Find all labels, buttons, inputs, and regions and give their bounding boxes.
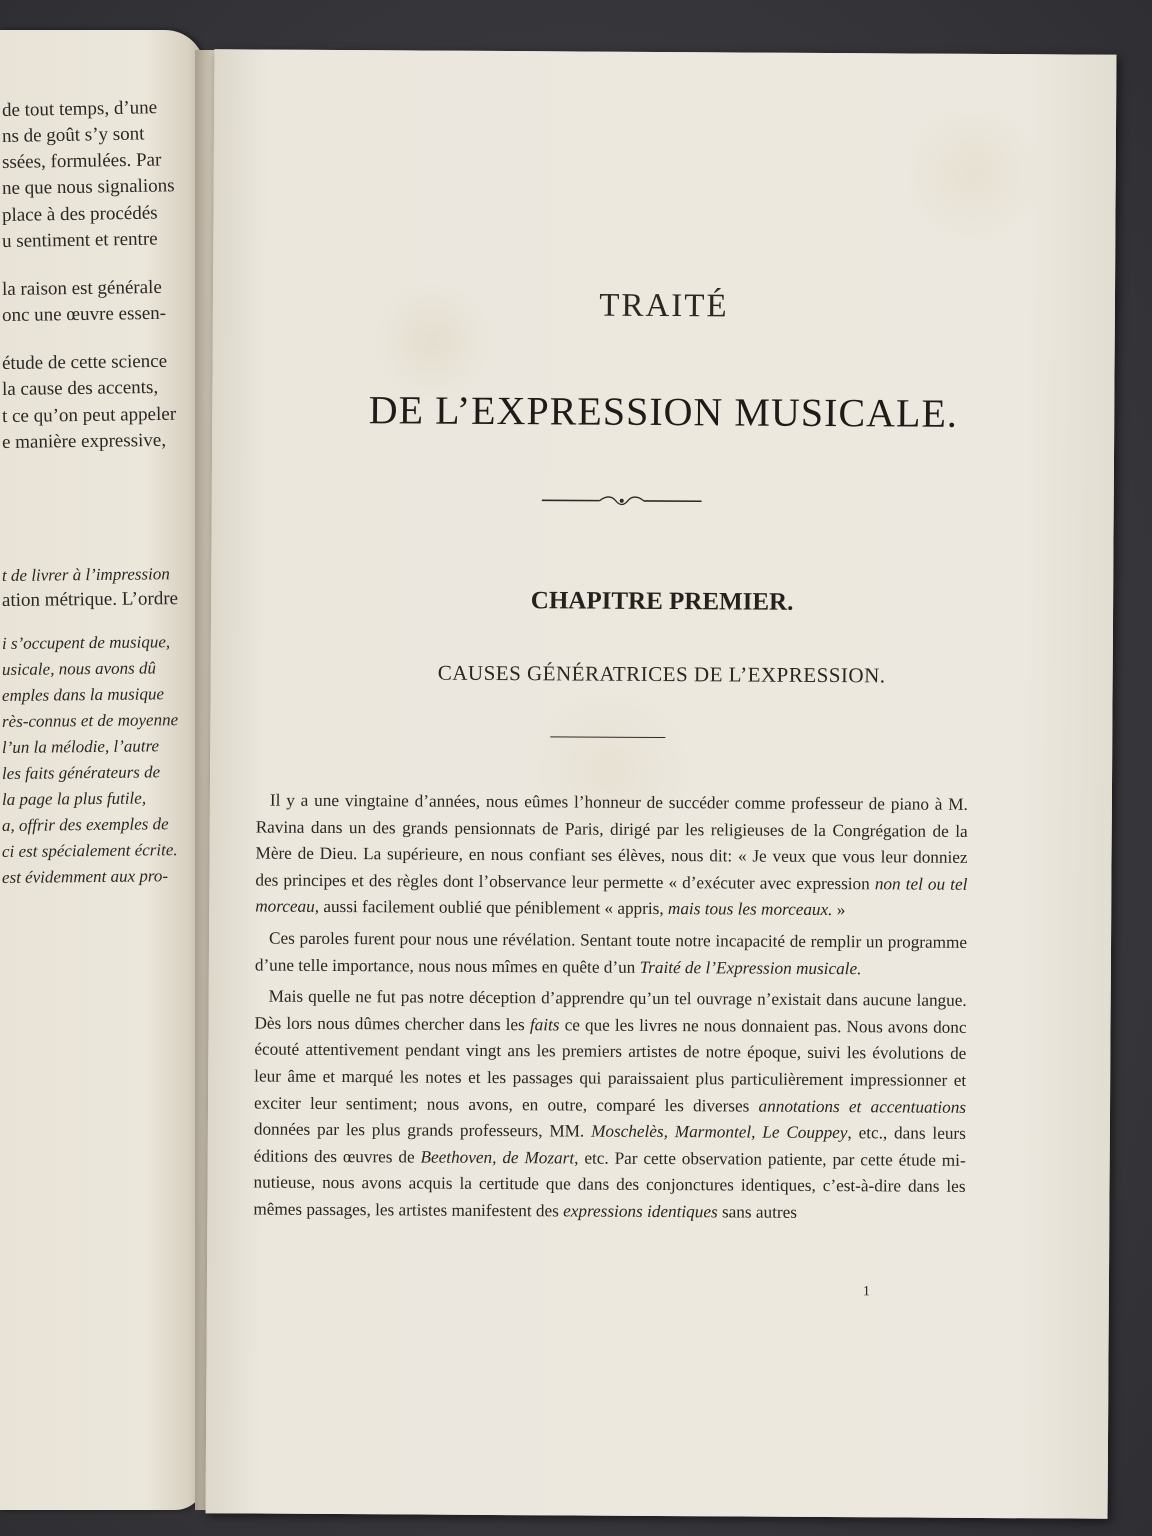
left-page-line: ssées, formulées. Par: [1, 149, 162, 173]
text-run: , etc., dans leurs éditions des œuvres de: [253, 1123, 966, 1167]
left-page-line: usicale, nous avons dû: [1, 658, 157, 679]
italic-text: expressions identiques: [563, 1201, 718, 1222]
left-page-line: emples dans la musique: [1, 684, 165, 705]
left-page-line: l’un la mélodie, l’autre: [1, 736, 160, 757]
title-line-1: TRAITÉ: [599, 287, 729, 325]
left-page-line: a, offrir des exemples de: [1, 814, 169, 835]
text-run: »: [832, 900, 846, 920]
italic-text: annotations et accentuations: [758, 1096, 967, 1117]
chapter-heading: CHAPITRE PREMIER.: [530, 587, 794, 616]
left-page-line: la cause des accents,: [1, 376, 159, 400]
left-page-line: est évidemment aux pro-: [1, 866, 169, 887]
chapter-subtitle: CAUSES GÉNÉRATRICES DE L’EXPRESSION.: [437, 660, 886, 688]
right-page: [206, 49, 1117, 1518]
left-page-line: la page la plus futile,: [1, 788, 147, 809]
left-page-line: t ce qu’on peut appeler: [1, 403, 177, 427]
left-page: [0, 30, 205, 1510]
text-run: sans autres: [717, 1202, 797, 1222]
text-run: données par les plus grands professeurs, MM.: [253, 1119, 592, 1141]
ornament-divider: [542, 493, 702, 508]
italic-text: Traité de l’Expression musicale.: [639, 957, 862, 978]
section-rule: [550, 736, 665, 738]
body-paragraph: [253, 984, 966, 1228]
text-run: Mais quelle ne fut pas notre déception d’apprendre qu’un tel ouvrage n’existait dans aucune langue. Dès lors nous dûmes chercher dans les: [254, 986, 967, 1034]
body-paragraph: [255, 788, 968, 925]
left-page-line: u sentiment et rentre: [1, 228, 158, 252]
left-page-line: place à des procédés: [1, 202, 158, 226]
text-run: Ces paroles furent pour nous une révélation. Sentant toute notre incapacité de remplir un programme d’une telle importance, nous nous mîmes en quête d’un: [254, 928, 968, 977]
left-page-line: ci est spécialement écrite.: [1, 840, 178, 861]
left-page-line: onc une œuvre essen-: [1, 302, 167, 326]
left-page-line: les faits générateurs de: [1, 762, 161, 783]
body-paragraph: [255, 925, 967, 983]
left-page-line: i s’occupent de musique,: [1, 632, 171, 653]
left-page-line: ne que nous signalions: [1, 175, 175, 199]
left-page-line: ation métrique. L’ordre: [1, 588, 179, 611]
left-page-line: e manière expressive,: [1, 429, 167, 453]
left-page-line: ns de goût s’y sont: [1, 123, 145, 147]
left-page-line: de tout temps, d’une: [1, 97, 158, 121]
italic-text: mais tous les morceaux.: [667, 899, 833, 920]
text-run: , etc. Par cette observation patiente, par cette étude minutieuse, nous avons acquis la certitude que dans des conjonctures identiques, c’est-à-dire dans les mêmes passages, les artistes manifestent des: [253, 1148, 966, 1221]
text-run: aussi facilement oublié que péniblement « appris,: [318, 897, 669, 919]
left-page-line: étude de cette science: [1, 350, 168, 374]
italic-text: non tel ou tel morceau,: [255, 874, 968, 917]
text-run: Il y a une vingtaine d’années, nous eûmes l’honneur de succéder comme professeur de piano à M. Ravina dans un des grands pensionnats de Paris, dirigé par les religieuses de la Congrégation de la Mère de Dieu. La supérieure, en nous confiant ses élèves, nous dit: « Je veux que vous leur donniez des principes et des règles dont l’observance leur permette « d’exécuter avec expression: [255, 790, 968, 894]
left-page-line: t de livrer à l’impression: [1, 564, 170, 585]
italic-text: Moschelès, Marmontel, Le Couppey: [591, 1121, 848, 1143]
left-page-line: rès-connus et de moyenne: [1, 710, 179, 731]
text-run: ce que les livres ne nous donnaient pas. Nous avons donc écouté attentivement pendant vingt ans les premiers artistes de notre époque, suivi les évolutions de leur âme et marqué les notes et les passages qui paraissaient plus particulièrement impressionner et exciter leur sentiment; nous avons, en outre, comparé les diverses: [253, 1015, 967, 1116]
italic-text: faits: [529, 1014, 560, 1035]
page-number: 1: [862, 1284, 870, 1300]
body-text: [253, 788, 968, 1233]
left-page-line: la raison est générale: [1, 276, 162, 300]
title-line-2: DE L’EXPRESSION MUSICALE.: [368, 387, 958, 436]
italic-text: Beethoven, de Mozart: [420, 1147, 575, 1168]
